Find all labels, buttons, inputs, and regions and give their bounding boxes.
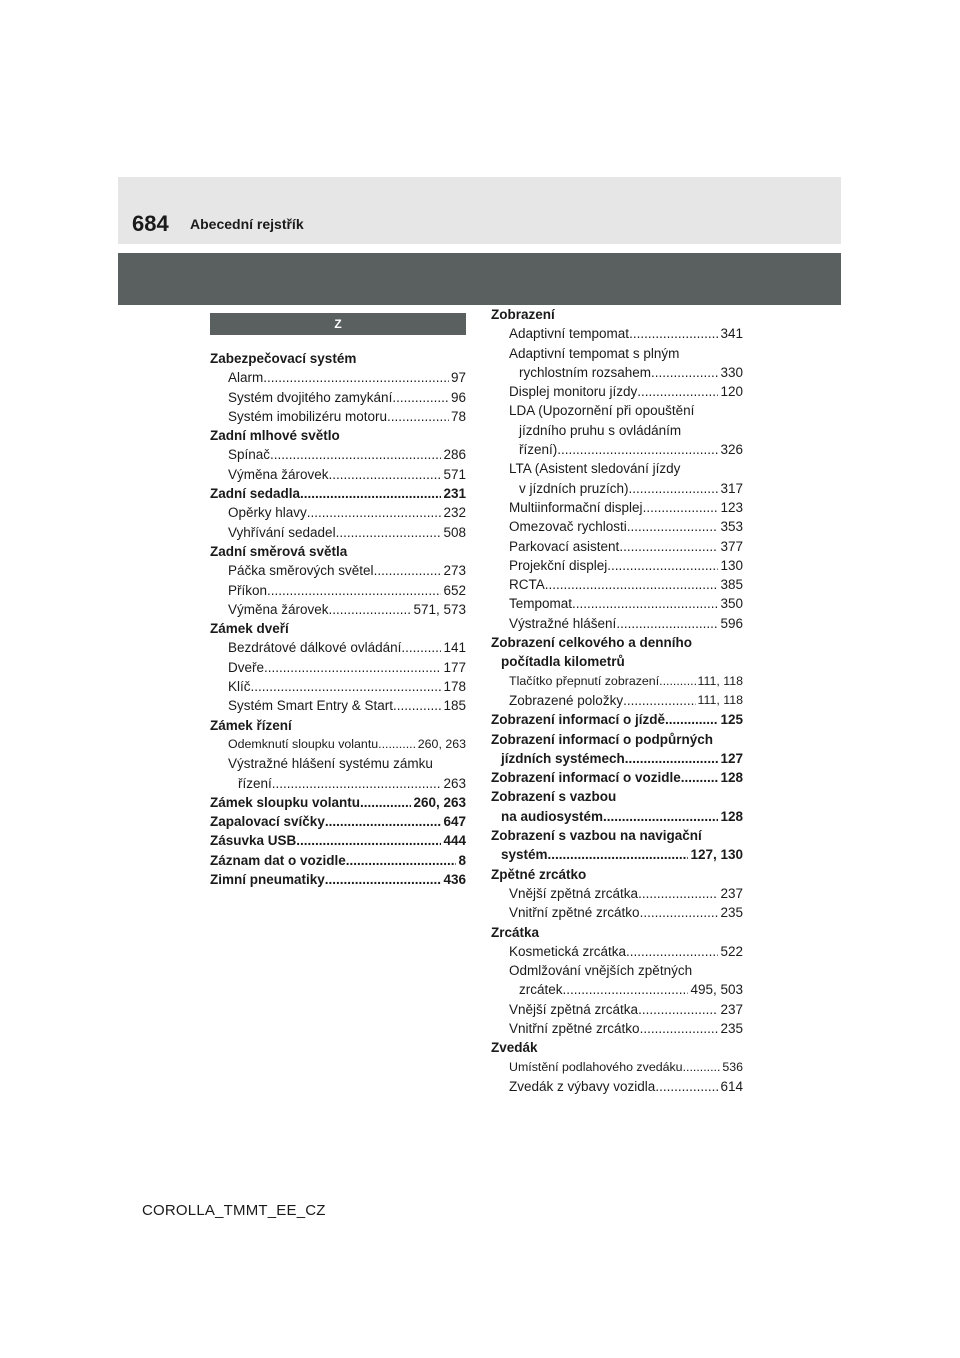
index-subentry[interactable]: Systém Smart Entry & Start ..... 185 (210, 696, 466, 715)
index-entry[interactable]: Zapalovací svíčky ..... 647 (210, 812, 466, 831)
index-entry[interactable]: Zobrazení informací o jízdě ..... 125 (491, 710, 743, 729)
index-subentry[interactable]: Displej monitoru jízdy ..... 120 (491, 382, 743, 401)
index-subentry[interactable]: Vnitřní zpětné zrcátko ..... 235 (491, 1019, 743, 1038)
index-entry[interactable]: Zobrazení informací o vozidle ..... 128 (491, 768, 743, 787)
index-subentry[interactable]: v jízdních pruzích) ..... 317 (491, 479, 743, 498)
index-subentry-line: Výstražné hlášení systému zámku (228, 756, 433, 772)
index-subentry[interactable]: Klíč ..... 178 (210, 677, 466, 696)
index-subentry[interactable]: Vyhřívání sedadel ..... 508 (210, 523, 466, 542)
index-subentry[interactable]: Páčka směrových světel ..... 273 (210, 561, 466, 580)
index-subentry[interactable]: Zvedák z výbavy vozidla ..... 614 (491, 1077, 743, 1096)
index-entry[interactable]: systém ..... 127, 130 (491, 845, 743, 864)
index-heading: Zadní směrová světla (210, 543, 348, 559)
index-subentry-line: LTA (Asistent sledování jízdy (509, 461, 681, 477)
index-entry[interactable]: Zámek sloupku volantu ..... 260, 263 (210, 793, 466, 812)
index-subentry[interactable]: Multiinformační displej ..... 123 (491, 498, 743, 517)
header-band (118, 177, 841, 244)
index-subentry[interactable]: Umístění podlahového zvedáku ..... 536 (491, 1058, 743, 1077)
index-subentry[interactable]: RCTA ..... 385 (491, 575, 743, 594)
index-subentry-line: Odmlžování vnějších zpětných (509, 963, 693, 979)
index-heading: Zpětné zrcátko (491, 866, 587, 882)
index-subentry[interactable]: řízení) ..... 326 (491, 440, 743, 459)
index-entry[interactable]: na audiosystém ..... 128 (491, 807, 743, 826)
index-heading: Zabezpečovací systém (210, 351, 357, 366)
index-subentry[interactable]: Opěrky hlavy ..... 232 (210, 503, 466, 522)
index-subentry[interactable]: Alarm ..... 97 (210, 368, 466, 387)
letter-section-bar: Z (210, 313, 466, 335)
page-title: Abecední rejstřík (190, 216, 304, 232)
index-subentry[interactable]: Zobrazené položky ..... 111, 118 (491, 691, 743, 710)
index-subentry[interactable]: Výměna žárovek ..... 571 (210, 465, 466, 484)
index-heading: Zvedák (491, 1040, 538, 1056)
index-heading: Zobrazení s vazbou (491, 789, 617, 805)
index-subentry[interactable]: řízení ..... 263 (210, 774, 466, 793)
index-heading-cont: počítadla kilometrů (501, 654, 625, 670)
index-subentry[interactable]: rychlostním rozsahem ..... 330 (491, 363, 743, 382)
index-heading: Zámek dveří (210, 621, 289, 637)
index-subentry-line: jízdního pruhu s ovládáním (519, 422, 682, 438)
index-entry[interactable]: Zimní pneumatiky ..... 436 (210, 870, 466, 889)
index-subentry[interactable]: Tempomat ..... 350 (491, 594, 743, 613)
index-entry[interactable]: Záznam dat o vozidle ..... 8 (210, 851, 466, 870)
index-subentry[interactable]: zrcátek ..... 495, 503 (491, 980, 743, 999)
index-entry[interactable]: Zásuvka USB ..... 444 (210, 831, 466, 850)
index-subentry[interactable]: Příkon ..... 652 (210, 581, 466, 600)
index-heading: Zobrazení celkového a denního (491, 635, 693, 651)
index-heading: Zámek řízení (210, 717, 292, 733)
index-subentry[interactable]: Vnitřní zpětné zrcátko ..... 235 (491, 903, 743, 922)
index-heading: Zobrazení s vazbou na navigační (491, 828, 702, 844)
index-subentry[interactable]: Vnější zpětná zrcátka ..... 237 (491, 1000, 743, 1019)
index-subentry-line: Adaptivní tempomat s plným (509, 345, 680, 361)
index-subentry[interactable]: Projekční displej ..... 130 (491, 556, 743, 575)
index-column-left (210, 305, 466, 889)
index-subentry[interactable]: Kosmetická zrcátka ..... 522 (491, 942, 743, 961)
index-subentry[interactable]: Tlačítko přepnutí zobrazení ..... 111, 118 (491, 672, 743, 691)
index-heading: Zadní mlhové světlo (210, 428, 340, 444)
header-dark-band (118, 253, 841, 305)
index-subentry[interactable]: Bezdrátové dálkové ovládání ..... 141 (210, 638, 466, 657)
index-heading: Zobrazení (491, 307, 555, 322)
index-subentry[interactable]: Systém imobilizéru motoru ..... 78 (210, 407, 466, 426)
index-subentry[interactable]: Dveře ..... 177 (210, 658, 466, 677)
page-number: 684 (132, 211, 169, 236)
index-heading: Zrcátka (491, 924, 540, 940)
index-column-right (491, 305, 743, 1096)
index-subentry[interactable]: Parkovací asistent ..... 377 (491, 537, 743, 556)
index-subentry[interactable]: Výměna žárovek ..... 571, 573 (210, 600, 466, 619)
index-subentry-line: LDA (Upozornění při opouštění (509, 403, 695, 419)
index-subentry[interactable]: Omezovač rychlosti ..... 353 (491, 517, 743, 536)
document-code: COROLLA_TMMT_EE_CZ (142, 1202, 326, 1219)
index-subentry[interactable]: Spínač ..... 286 (210, 445, 466, 464)
index-subentry[interactable]: Adaptivní tempomat ..... 341 (491, 324, 743, 343)
index-entry[interactable]: jízdních systémech ..... 127 (491, 749, 743, 768)
index-subentry[interactable]: Systém dvojitého zamykání ..... 96 (210, 388, 466, 407)
index-heading: Zobrazení informací o podpůrných (491, 731, 714, 747)
index-subentry[interactable]: Vnější zpětná zrcátka ..... 237 (491, 884, 743, 903)
index-subentry[interactable]: Odemknutí sloupku volantu ..... 260, 263 (210, 735, 466, 754)
index-subentry[interactable]: Výstražné hlášení ..... 596 (491, 614, 743, 633)
index-entry[interactable]: Zadní sedadla ..... 231 (210, 484, 466, 503)
